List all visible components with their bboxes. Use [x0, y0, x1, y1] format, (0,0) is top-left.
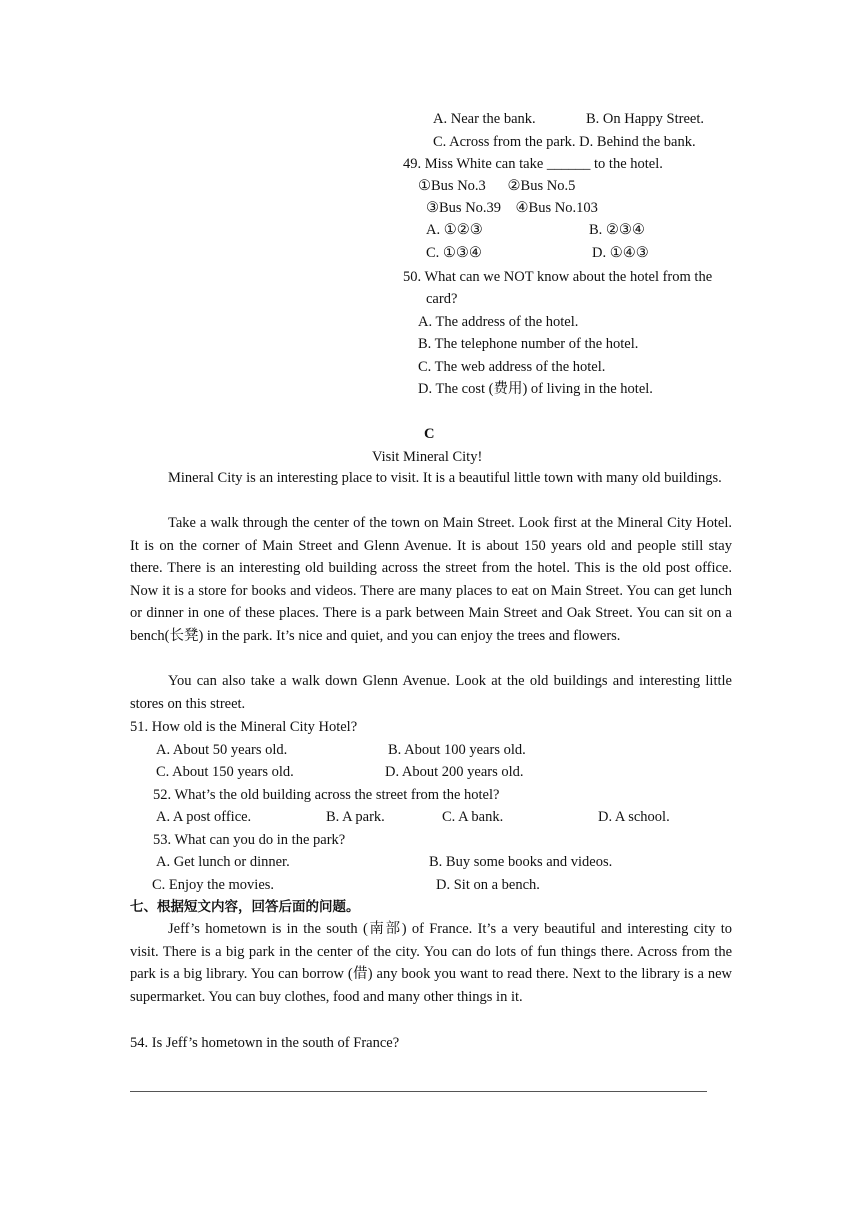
q50-option-a: A. The address of the hotel.	[418, 314, 579, 330]
q53-option-d: D. Sit on a bench.	[436, 877, 540, 893]
q48-option-cd: C. Across from the park. D. Behind the bank.	[433, 134, 696, 150]
q52-option-a: A. A post office.	[156, 809, 252, 825]
q49-option-d: D. ①④③	[592, 245, 649, 261]
q51-option-b: B. About 100 years old.	[388, 742, 526, 758]
q54-stem: 54. Is Jeff’s hometown in the south of France?	[130, 1035, 400, 1051]
q52-option-c: C. A bank.	[442, 809, 504, 825]
q53-option-a: A. Get lunch or dinner.	[156, 854, 290, 870]
section-c-letter: C	[424, 426, 435, 442]
q50-option-d: D. The cost (费用) of living in the hotel.	[418, 381, 653, 397]
q51-stem: 51. How old is the Mineral City Hotel?	[130, 719, 358, 735]
q53-stem: 53. What can you do in the park?	[153, 832, 346, 848]
q51-option-d: D. About 200 years old.	[385, 764, 524, 780]
q51-option-c: C. About 150 years old.	[156, 764, 294, 780]
q52-option-b: B. A park.	[326, 809, 385, 825]
section-7-paragraph: Jeff’s hometown is in the south (南部) of France. It’s a very beautiful and interesting city to visit. There is a big park in the center of the city. You can do lots of fun things there. Across from the park is a big library. You can borrow (借) any book you want to read there. Next to the library is a new supermarket. You can buy clothes, food and many other things in it.	[130, 921, 732, 1005]
q48-option-b: B. On Happy Street.	[586, 111, 704, 127]
q49-option-a: A. ①②③	[426, 222, 483, 238]
q50-option-b: B. The telephone number of the hotel.	[418, 336, 639, 352]
q48-option-a: A. Near the bank.	[433, 111, 536, 127]
q50-stem-line2: card?	[426, 291, 458, 307]
q49-option-c: C. ①③④	[426, 245, 482, 261]
q50-option-c: C. The web address of the hotel.	[418, 359, 606, 375]
section-c-title: Visit Mineral City!	[372, 449, 483, 465]
q49-items-line2: ③Bus No.39 ④Bus No.103	[426, 200, 598, 216]
section-7-heading: 七、根据短文内容，回答后面的问题。	[130, 899, 360, 915]
q50-stem-line1: 50. What can we NOT know about the hotel from the	[403, 269, 713, 285]
q49-option-b: B. ②③④	[589, 222, 645, 238]
q53-option-c: C. Enjoy the movies.	[152, 877, 275, 893]
q49-items-line1: ①Bus No.3 ②Bus No.5	[418, 178, 576, 194]
q52-option-d: D. A school.	[598, 809, 670, 825]
q53-option-b: B. Buy some books and videos.	[429, 854, 613, 870]
q51-option-a: A. About 50 years old.	[156, 742, 288, 758]
answer-line[interactable]	[130, 1091, 707, 1092]
section-c-paragraph-2: Take a walk through the center of the town on Main Street. Look first at the Mineral City Hotel. It is on the corner of Main Street and Glenn Avenue. It is about 150 years old and people still stay there. There is an interesting old building across the street from the hotel. This is the old post office. Now it is a store for books and videos. There are many places to eat on Main Street. You can get lunch or dinner in one of these places. There is a park between Main Street and Oak Street. You can sit on a bench(长凳) in the park. It’s nice and quiet, and you can enjoy the trees and flowers.	[130, 515, 732, 644]
section-c-paragraph-3: You can also take a walk down Glenn Avenue. Look at the old buildings and interesting little stores on this street.	[130, 673, 732, 712]
section-c-paragraph-1: Mineral City is an interesting place to visit. It is a beautiful little town with many old buildings.	[168, 470, 722, 486]
q49-stem: 49. Miss White can take ______ to the hotel.	[403, 156, 663, 172]
q52-stem: 52. What’s the old building across the street from the hotel?	[153, 787, 500, 803]
